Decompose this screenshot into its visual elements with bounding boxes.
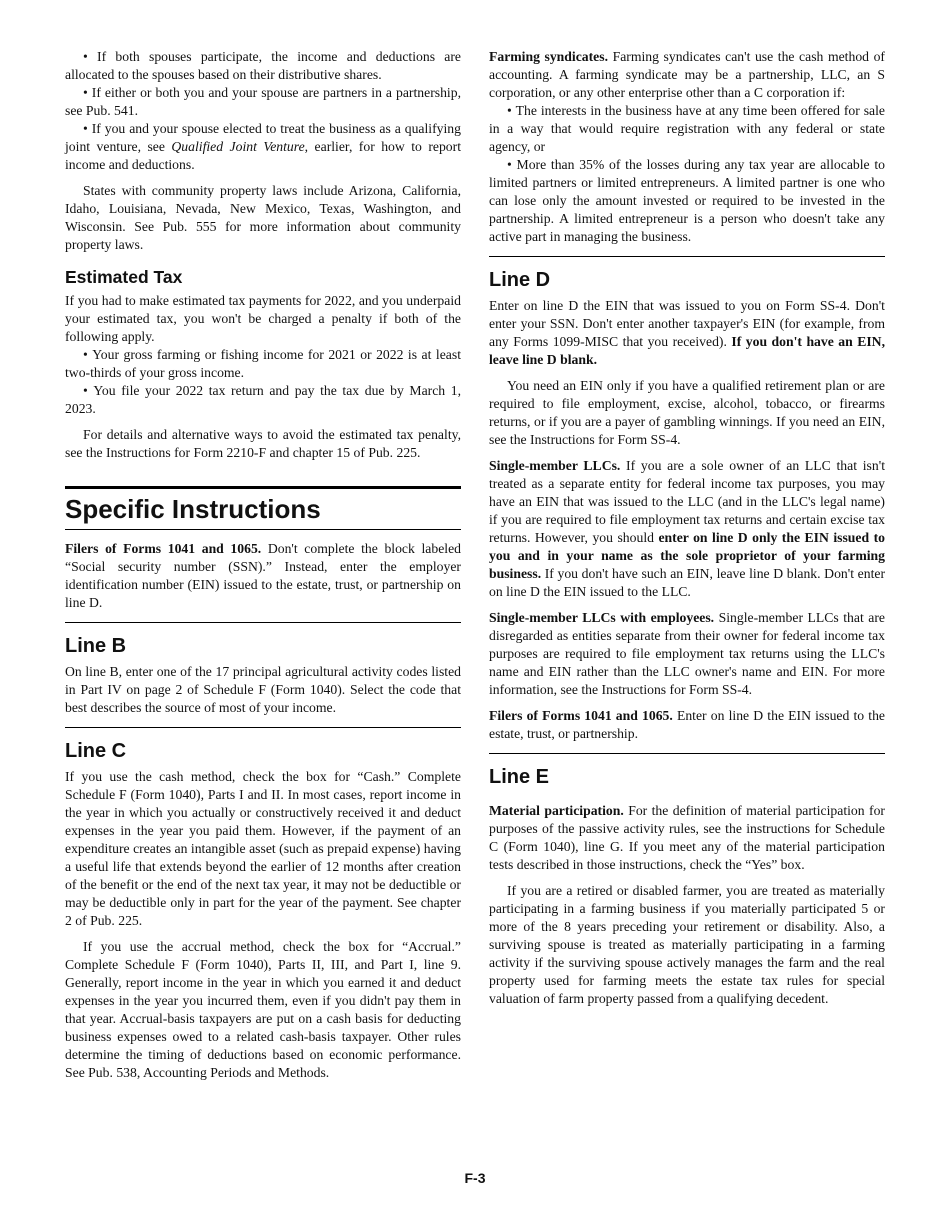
line-d-filers-paragraph: Filers of Forms 1041 and 1065. Enter on line D the EIN issued to the estate, trust, or partnership. — [489, 708, 885, 741]
material-participation-paragraph: Material participation. For the definition of material participation for purposes of the passive activity rules, see the instructions for Schedule C (Form 1040), line G. If you meet any of the material participation tests described in those instructions, check the “Yes” box. — [489, 803, 885, 872]
line-e-section — [489, 753, 885, 790]
single-member-llc-employees-paragraph: Single-member LLCs with employees. Single-member LLCs that are disregarded as entities separate from their owner for federal income tax purposes are required to file employment tax returns using the LLC's name and EIN rather than the LLC owner's name and EIN. For more information, see the Instructions for Form SS-4. — [489, 610, 885, 697]
estimated-tax-heading: Estimated Tax — [65, 267, 183, 287]
bullet-losses-allocable: • More than 35% of the losses during any tax year are allocable to limited partners or limited entrepreneurs. A limited partner is one who can lose only the amount invested or required to be invested in the partnership. A limited entrepreneur is a person who doesn't take any active part in managing the business. — [489, 156, 885, 246]
estimated-tax-intro: If you had to make estimated tax payments for 2022, and you underpaid your estimated tax, you won't be charged a penalty if both of the following apply. — [65, 293, 461, 344]
specific-instructions-underline — [65, 529, 461, 530]
estimated-tax-details: For details and alternative ways to avoid the estimated tax penalty, see the Instructions for Form 2210-F and chapter 15 of Pub. 225. — [65, 427, 461, 460]
qualified-joint-venture-ref: Qualified Joint Venture — [171, 139, 305, 154]
line-d-section — [489, 256, 885, 293]
filers-1041-1065-paragraph: Filers of Forms 1041 and 1065. Don't complete the block labeled “Social security number (SSN).” Instead, enter the employer identification number (EIN) issued to the estate, trust, or partnership on line D. — [65, 541, 461, 610]
farming-syndicates-paragraph: Farming syndicates. Farming syndicates can't use the cash method of accounting. A farming syndicate may be a partnership, LLC, an S corporation, or any other enterprise other than a C corporation if: — [489, 49, 885, 100]
specific-instructions-heading: Specific Instructions — [65, 494, 321, 524]
bullet-interests-offered: • The interests in the business have at any time been offered for sale in a way that would require registration with any federal or state agency, or — [489, 102, 885, 156]
bullet-joint-venture: • If you and your spouse elected to treat the business as a qualifying joint venture, see Qualified Joint Venture, earlier, for how to report income and deductions. — [65, 120, 461, 174]
bullet-both-spouses: • If both spouses participate, the income and deductions are allocated to the spouses based on their distributive shares. — [65, 48, 461, 84]
right-column — [489, 48, 885, 1016]
single-member-llc-paragraph: Single-member LLCs. If you are a sole owner of an LLC that isn't treated as a separate entity for federal income tax purposes, you may have an EIN that was issued to the LLC (and in the LLC's legal name) if you are required to file employment tax returns and certain excise tax returns. However, you should enter on line D only the EIN issued to you and in your name as the sole proprietor of your farming business. If you don't have such an EIN, leave line D blank. Don't enter on line D the EIN issued to the LLC. — [489, 458, 886, 599]
line-d-need-ein: You need an EIN only if you have a qualified retirement plan or are required to file employment, excise, alcohol, tobacco, or firearms returns, or if you are a payer of gambling winnings. If you need an EIN, see the Instructions for Form SS-4. — [489, 378, 885, 447]
line-e-heading: Line E — [489, 766, 550, 788]
community-property-paragraph: States with community property laws include Arizona, California, Idaho, Louisiana, Nevada, New Mexico, Texas, Washington, and Wisconsin. See Pub. 555 for more information about community property laws. — [65, 183, 461, 252]
line-c-cash-method: If you use the cash method, check the box for “Cash.” Complete Schedule F (Form 1040), Parts I and II. In most cases, report income in the year in which you actually or constructively received it and deduct expenses in the year you paid them. However, if the payment of an expenditure creates an intangible asset (such as prepaid expense) having a useful life that extends beyond the earlier of 12 months after creation of the benefit or the end of the next tax year, it may not be deductible or may be deductible only in part for the year of the payment. See chapter 2 of Pub. 225. — [65, 769, 461, 928]
line-c-accrual-method: If you use the accrual method, check the box for “Accrual.” Complete Schedule F (Form 1040), Parts II, III, and Part I, line 9. Generally, report income in the year in which you earned it and deduct expenses in the year you incurred them, even if you didn't pay them in that year. Accrual-basis taxpayers are put on a cash basis for deducting business expenses owed to a related cash-basis taxpayer. Other rules determine the timing of deductions based on economic performance. See Pub. 538, Accounting Periods and Methods. — [65, 939, 461, 1080]
bullet-gross-farming: • Your gross farming or fishing income for 2021 or 2022 is at least two-thirds of your gross income. — [65, 346, 461, 382]
bullet-file-return: • You file your 2022 tax return and pay the tax due by March 1, 2023. — [65, 382, 461, 418]
line-b-text: On line B, enter one of the 17 principal agricultural activity codes listed in Part IV on page 2 of Schedule F (Form 1040). Select the code that best describes the source of most of your income. — [65, 664, 461, 715]
bullet-partners: • If either or both you and your spouse are partners in a partnership, see Pub. 541. — [65, 84, 461, 120]
left-column — [65, 48, 461, 1090]
line-b-heading: Line B — [65, 635, 127, 657]
line-d-ein-paragraph: Enter on line D the EIN that was issued to you on Form SS-4. Don't enter your SSN. Don't enter another taxpayer's EIN (for example, from any Forms 1099-MISC that you received). If you don't have an EIN, leave line D blank. — [489, 298, 885, 367]
line-b-section — [65, 622, 461, 659]
line-c-heading: Line C — [65, 740, 127, 762]
line-d-heading: Line D — [489, 269, 551, 291]
line-c-section — [65, 727, 461, 764]
page-number: F-3 — [464, 1170, 486, 1186]
retired-farmer-paragraph: If you are a retired or disabled farmer, you are treated as materially participating in a farming business if you materially participated 5 or more of the 8 years preceding your retirement or disability. Also, a surviving spouse is treated as materially participating in a farming activity if the surviving spouse actively manages the farm and the real property used for farming meets the estate tax rules for special valuation of farm property passed from a qualifying decedent. — [489, 883, 885, 1006]
